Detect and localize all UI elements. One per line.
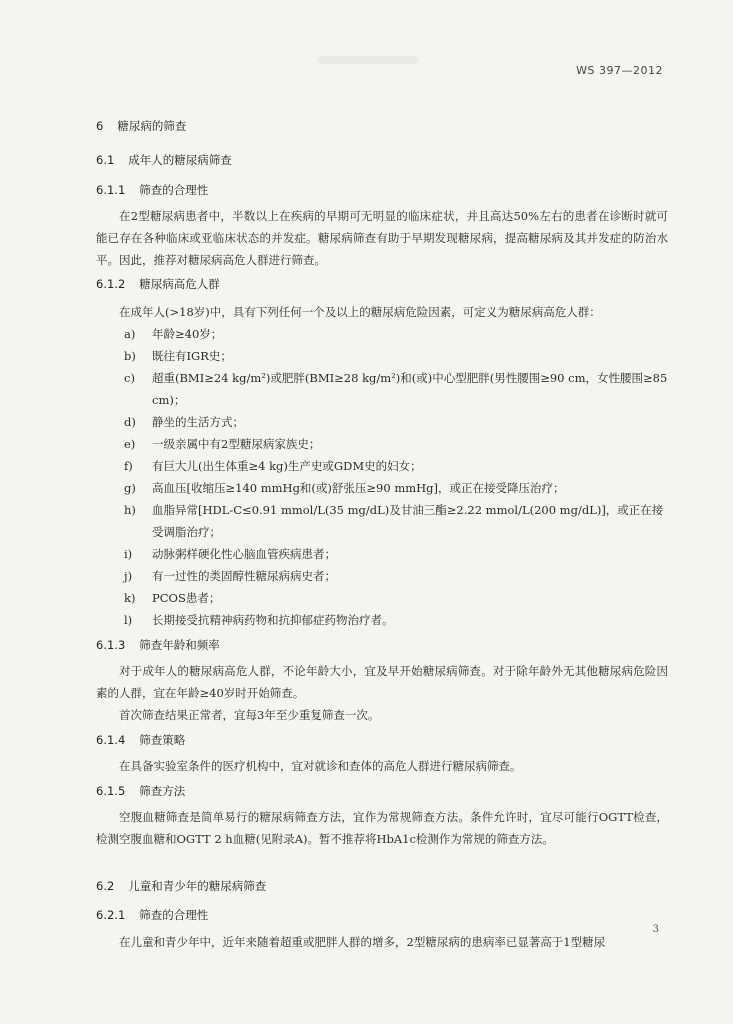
paragraph: 空腹血糖筛查是简单易行的糖尿病筛查方法，宜作为常规筛查方法。条件允许时，宜尽可能行OGTT检查，检测空腹血糖和OGTT 2 h血糖(见附录A)。暂不推荐将HbA1c检测作为常规的筛查方法。 bbox=[96, 810, 668, 846]
section-title: 筛查方法 bbox=[139, 784, 186, 798]
scan-smudge bbox=[318, 56, 418, 64]
paragraph: 在儿童和青少年中，近年来随着超重或肥胖人群的增多，2型糖尿病的患病率已显著高于1型糖尿 bbox=[119, 935, 606, 949]
paragraph: 在成年人(>18岁)中，具有下列任何一个及以上的糖尿病危险因素，可定义为糖尿病高危人群： bbox=[119, 305, 601, 319]
section-heading bbox=[96, 637, 220, 653]
section-number: 6.1.4 bbox=[96, 733, 126, 747]
section-heading bbox=[96, 732, 185, 748]
section-title: 糖尿病高危人群 bbox=[139, 277, 220, 291]
paragraph: 对于成年人的糖尿病高危人群，不论年龄大小，宜及早开始糖尿病筛查。对于除年龄外无其他糖尿病危险因素的人群，宜在年龄≥40岁时开始筛查。 bbox=[96, 664, 668, 700]
paragraph: 在2型糖尿病患者中，半数以上在疾病的早期可无明显的临床症状，并且高达50%左右的患者在诊断时就可能已存在各种临床或亚临床状态的并发症。糖尿病筛查有助于早期发现糖尿病，提高糖尿病及其并发症的防治水平。因此，推荐对糖尿病高危人群进行筛查。 bbox=[96, 209, 668, 267]
section-number: 6.1.5 bbox=[96, 784, 126, 798]
section-number: 6.1.3 bbox=[96, 638, 126, 652]
section-number: 6.2 bbox=[96, 879, 115, 893]
page-number: 3 bbox=[652, 924, 659, 935]
section-heading bbox=[96, 276, 220, 292]
section-heading bbox=[96, 878, 266, 894]
paragraph: 首次筛查结果正常者，宜每3年至少重复筛查一次。 bbox=[119, 708, 380, 722]
standard-code-header: WS 397—2012 bbox=[576, 64, 663, 77]
section-title: 筛查的合理性 bbox=[139, 183, 209, 197]
section-title: 成年人的糖尿病筛查 bbox=[128, 153, 232, 167]
section-title: 筛查策略 bbox=[139, 733, 186, 747]
section-heading bbox=[96, 907, 208, 923]
section-title: 糖尿病的筛查 bbox=[117, 119, 187, 133]
section-heading bbox=[96, 152, 232, 168]
section-title: 儿童和青少年的糖尿病筛查 bbox=[128, 879, 267, 893]
section-heading bbox=[96, 182, 208, 198]
section-number: 6.1 bbox=[96, 153, 115, 167]
section-number: 6.2.1 bbox=[96, 908, 126, 922]
section-number: 6.1.1 bbox=[96, 183, 126, 197]
section-title: 筛查的合理性 bbox=[139, 908, 209, 922]
document-page: WS 397—2012 6 糖尿病的筛查 6.1 成年人的糖尿病筛查 6.1.1 筛查的合理性 在2型糖尿病患者中，半数以上在疾病的早期可无明显的临床症状，并且高达50%左右的患者在诊断时就可能已存在各种临床或亚临床状态的并发症。糖尿病筛查有助于早期发现糖尿病，提高糖尿病及其并发症的防治水平。因此，推荐对糖尿病高危人群进行筛查。 6.1.2 糖尿病高危人群 在成年人(>18岁)中，具有下列任何一个及以上的糖尿病危险因素，可定义为糖尿病高危人群： a) 年龄≥40岁； b) 既往有IGR史； c) 超重(BMI≥24 kg/m²)或肥胖(BMI≥28 kg/m²)和(或)中心型肥胖(男性腰围≥90 cm，女性腰围≥85 cm)； d) 静坐的生活方式； e) 一级亲属中有2型糖尿病家族史； f) 有巨大儿(出生体重≥4 kg)生产史或GDM史的妇女； g) 高血压[收缩压≥140 mmHg和(或)舒张压≥90 mmHg]，或正在接受降压治疗； h) 血脂异常[HDL-C≤0.91 mmol/L(35 mg/dL)及甘油三酯≥2.22 mmol/L(200 mg/dL)]，或正在接受调脂治疗； i) 动脉粥样硬化性心脑血管疾病患者； j) 有一过性的类固醇性糖尿病病史者； k) PCOS患者； l) 长期接受抗精神病药物和抗抑郁症药物治疗者。 6.1.3 筛查年龄和频率 对于成年人的糖尿病高危人群，不论年龄大小，宜及早开始糖尿病筛查。对于除年龄外无其他糖尿病危险因素的人群，宜在年龄≥40岁时开始筛查。 首次筛查结果正常者，宜每3年至少重复筛查一次。 6.1.4 筛查策略 在具备实验室条件的医疗机构中，宜对就诊和查体的高危人群进行糖尿病筛查。 6.1.5 筛查方法 空腹血糖筛查是简单易行的糖尿病筛查方法，宜作为常规筛查方法。条件允许时，宜尽可能行OGTT检查，检测空腹血糖和OGTT 2 h血糖(见附录A)。暂不推荐将HbA1c检测作为常规的筛查方法。 6.2 儿童和青少年的糖尿病筛查 6.2.1 筛查的合理性 在儿童和青少年中，近年来随着超重或肥胖人群的增多，2型糖尿病的患病率已显著高于1型糖尿 3 bbox=[0, 0, 733, 1024]
section-heading bbox=[96, 783, 185, 799]
paragraph: 在具备实验室条件的医疗机构中，宜对就诊和查体的高危人群进行糖尿病筛查。 bbox=[119, 759, 522, 773]
section-heading bbox=[96, 118, 186, 134]
section-number: 6.1.2 bbox=[96, 277, 126, 291]
section-title: 筛查年龄和频率 bbox=[139, 638, 220, 652]
section-number: 6 bbox=[96, 119, 104, 133]
